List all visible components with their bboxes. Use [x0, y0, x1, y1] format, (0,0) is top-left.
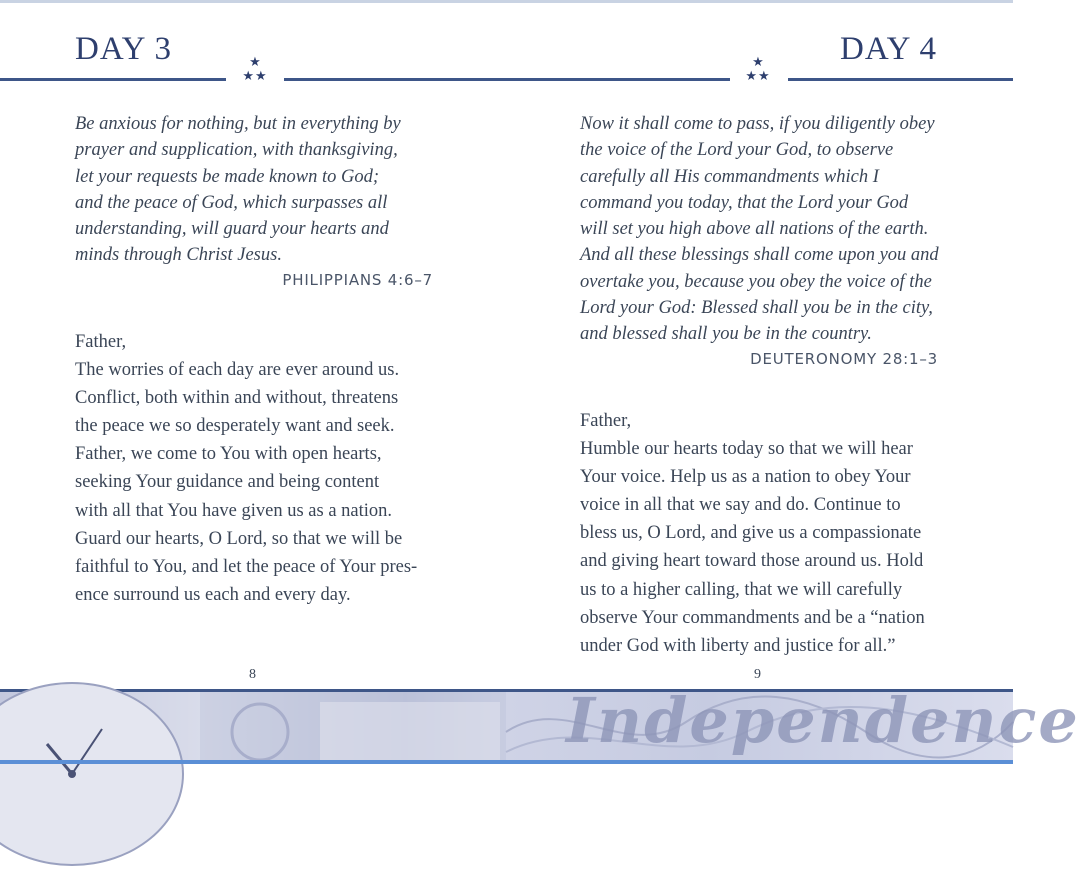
- prayer-text: Father, Humble our hearts today so that we will hear Your voice. Help us as a nation to obey Your voice in all that we say and do. Continue to bless us, O Lord, and give us a compassionate and giving heart toward those around us. Hold us to a higher calling, that we will carefully observe Your commandments and be a “nation under God with liberty and justice for all.”: [580, 411, 925, 656]
- page-number: 8: [249, 667, 256, 682]
- prayer-text: Father, The worries of each day are ever around us. Conflict, both within and without, threatens the peace we so desperately want and seek. Father, we come to You with open hearts, seeking Your guidance and being content with all that You have given us as a nation. Guard our hearts, O Lord, so that we will be faithful to You, and let the peace of Your pres- ence surround us each and every day.: [75, 332, 418, 605]
- header-rule-right: [284, 78, 506, 81]
- right-page: [506, 3, 1013, 689]
- pocket-watch-icon: [0, 682, 184, 866]
- three-stars-icon: ★ ★★: [745, 54, 771, 83]
- decorative-footer-band: [0, 684, 1080, 764]
- header-rule-left: [506, 78, 730, 81]
- left-page: [0, 3, 506, 689]
- texture-overlay: [200, 692, 506, 764]
- scripture-verse: Now it shall come to pass, if you diligently obey the voice of the Lord your God, to observe carefully all His commandments which I command you today, that the Lord your God will set you high above all nations of the earth. And all these blessings shall come upon you and overtake you, because you obey the voice of the Lord your God: Blessed shall you be in the city, and blessed shall you be in the country.: [580, 114, 939, 345]
- scripture-reference: PHILIPPIANS 4:6–7: [282, 271, 433, 289]
- pocket-watch-image: [0, 692, 506, 764]
- independence-script-image: [506, 684, 1080, 764]
- day-title: DAY 4: [840, 31, 937, 67]
- three-stars-icon: ★ ★★: [242, 54, 268, 83]
- scripture-verse: Be anxious for nothing, but in everything by prayer and supplication, with thanksgiving, let your requests be made known to God; and the peace of God, which surpasses all understanding, will guard your hearts and minds through Christ Jesus.: [75, 114, 401, 266]
- scripture-reference: DEUTERONOMY 28:1–3: [750, 350, 938, 368]
- page-number: 9: [754, 667, 761, 682]
- header-rule-left: [0, 78, 226, 81]
- watermark-text: Independence: [566, 684, 1080, 757]
- clock-hands-icon: [0, 684, 182, 864]
- bottom-border: [0, 760, 1013, 764]
- day-title: DAY 3: [75, 31, 172, 67]
- header-rule-right: [788, 78, 1013, 81]
